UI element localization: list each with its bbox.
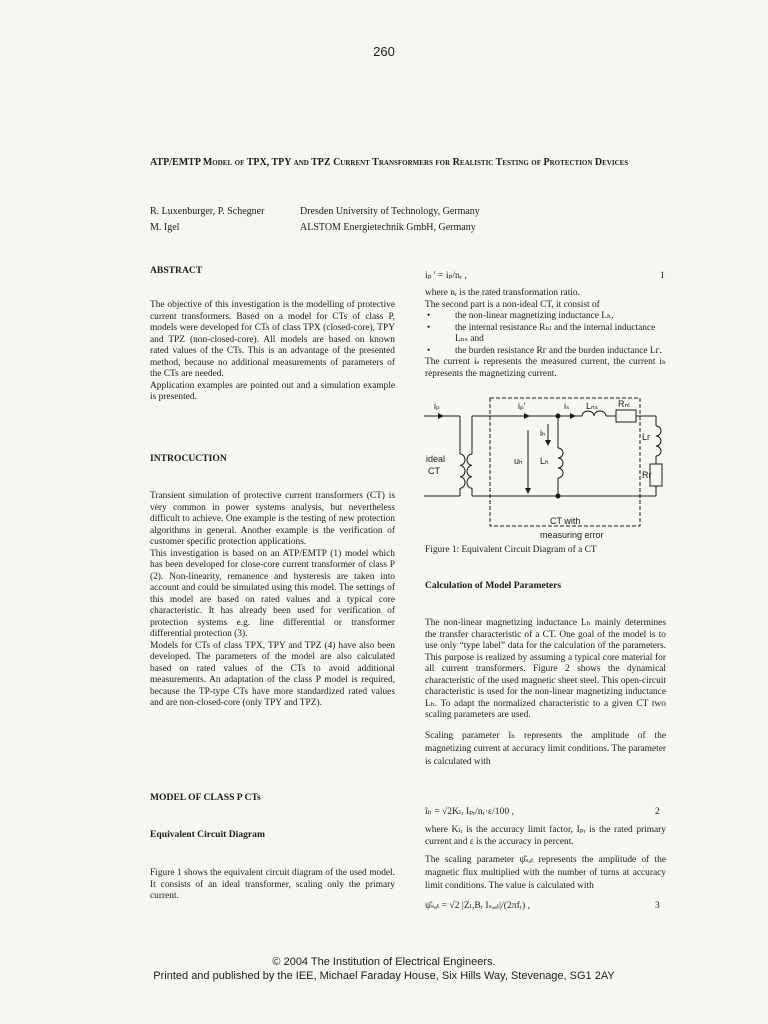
circuit-description (425, 288, 666, 380)
author-affiliation: ALSTOM Energietechnik GmbH, Germany (300, 222, 476, 233)
equivalent-circuit-diagram (420, 396, 668, 542)
scaling-parameter-text: Scaling parameter îₕ represents the amplitude of the magnetizing current at accuracy limit conditions. The parameter is calculated with (425, 730, 666, 767)
page-number: 260 (373, 44, 395, 59)
abstract-body (150, 300, 395, 404)
second-part-text: The second part is a non-ideal CT, it consist of (425, 299, 600, 310)
label-measuring-error: measuring error (540, 530, 604, 540)
current-description: The current iₛ represents the measured current, the current iₕ represents the magnetizing current. (425, 357, 666, 379)
label-lb: Lᴦ (642, 432, 651, 442)
author-block (150, 204, 680, 236)
component-item: • the internal resistance Rₙₗ and the internal inductance Lₙₛ and (425, 323, 666, 346)
label-ct: CT (428, 466, 440, 476)
paper-title: ATP/EMTP Model of TPX, TPY and TPZ Current Transformers for Realistic Testing of Protection Devices (150, 157, 629, 168)
label-ih: iₕ (540, 428, 546, 438)
author-names: M. Igel (150, 222, 180, 233)
label-ct-with: CT with (550, 516, 581, 526)
figure-1-caption: Figure 1: Equivalent Circuit Diagram of a CT (425, 545, 597, 555)
introduction-paragraph: This investigation is based on an ATP/EMTP (1) model which has been developed for close-core current transformer of class P (2). Non-linearity, remanence and hysteresis are taken into account and could be simulated using this model. The settings of this model are based on rated values and a typical core characteristic. It has already been used for verification of protection systems e.g. line differential or transformer differential protection (3). (150, 548, 395, 639)
equation-2-where: where Kₗᵣ is the accuracy limit factor, Iₚᵣ is the rated primary current and ε is the accuracy in percent. (425, 825, 666, 847)
equivalent-circuit-subheading: Equivalent Circuit Diagram (150, 829, 265, 840)
equation-1: iₚ ' = iₚ/nᵣ , (425, 270, 467, 281)
equation-1-where: where nᵣ is the rated transformation ratio. (425, 288, 580, 298)
author-row (150, 204, 680, 220)
equation-2: îₕ = √2Kₗᵣ Iₚᵣ/nᵣ·ε/100 , (425, 806, 514, 817)
label-ip: iₚ (434, 401, 440, 411)
label-lh: Lₕ (540, 456, 549, 466)
component-list (425, 311, 666, 357)
scaling-psi-body (425, 825, 666, 893)
label-rb: Rᴦ (642, 470, 652, 480)
calculation-heading: Calculation of Model Parameters (425, 580, 562, 591)
component-item: • the non-linear magnetizing inductance Lₕ, (425, 311, 666, 323)
footer (0, 955, 768, 983)
author-affiliation: Dresden University of Technology, Germany (300, 206, 480, 217)
abstract-heading: ABSTRACT (150, 265, 203, 276)
model-class-p-paragraph: Figure 1 shows the equivalent circuit diagram of the used model. It consists of an ideal transformer, scaling only the primary current. (150, 868, 395, 901)
label-ideal: ideal (426, 454, 446, 464)
equation-1-number: 1 (660, 270, 665, 281)
label-is: iₛ (564, 401, 570, 411)
label-uh: uₕ (514, 456, 523, 466)
introduction-paragraph: Models for CTs of class TPX, TPY and TPZ (4) have also been developed. The parameters of the model are also calculated based on rated values of the CTs to avoid additional measurements. An adaptation of the class P model is required, because the TP-type CTs have more standardized rated values and are non-closed-core (only TPY and TPZ). (150, 640, 395, 708)
footer-publisher: Printed and published by the IEE, Michael Faraday House, Six Hills Way, Stevenage, SG1 2AY (153, 970, 615, 982)
footer-copyright: © 2004 The Institution of Electrical Engineers. (272, 956, 496, 968)
equation-2-number: 2 (655, 806, 660, 817)
label-ls: Lₙₛ (586, 401, 598, 411)
component-item: • the burden resistance Rᴦ and the burden inductance Lᴦ. (425, 346, 666, 358)
model-class-p-heading: MODEL OF CLASS P CTs (150, 792, 261, 803)
introduction-body (150, 491, 395, 710)
abstract-paragraph: The objective of this investigation is the modelling of protective current transformers. Based on a model for CTs of class P, models were developed for CTs of class TPX (closed-core), TPY and TPZ (non-closed-core). All models are based on known rated values of the CTs. This is an advantage of the presented method, because no additional measurements of parameters of the CTs are needed. (150, 300, 395, 379)
label-ip-prime: iₚ' (518, 401, 526, 411)
psi-parameter-text: The scaling parameter ψ̂ₛₐₜ represents the amplitude of the magnetic flux multiplied with the number of turns at accuracy limit conditions. The value is calculated with (425, 855, 666, 891)
calculation-body (425, 618, 666, 769)
author-names: R. Luxenburger, P. Schegner (150, 206, 265, 217)
model-class-p-body (150, 868, 395, 903)
introduction-paragraph: Transient simulation of protective current transformers (CT) is very common in power systems analysis, but nevertheless difficult to achieve. One example is the testing of new protection algorithms in general. Another example is the verification of customer specific protection applications. (150, 491, 395, 547)
equation-3-number: 3 (655, 900, 660, 911)
equation-3: ψ̂ₛₐₜ = √2 |Zₗ,Bᵣ Iₛ,ₐₗ|/(2πfᵣ) , (425, 900, 530, 911)
author-row (150, 220, 680, 236)
label-rct: Rₙₗ (618, 399, 630, 409)
introduction-heading: INTROCUCTION (150, 453, 227, 464)
abstract-paragraph: Application examples are pointed out and a simulation example is presented. (150, 380, 395, 402)
calculation-paragraph: The non-linear magnetizing inductance Lₕ mainly determines the transfer characteristic of a CT. One goal of the model is to use only “type label” data for the calculation of the parameters. This purpose is realized by assuming a typical core material for all current transformers. Figure 2 shows the dynamical characteristic of the used magnetic sheet steel. This open-circuit characteristic is used for the non-linear magnetizing inductance Lₕ. To adapt the normalized characteristic to a given CT two scaling parameters are used. (425, 618, 666, 720)
